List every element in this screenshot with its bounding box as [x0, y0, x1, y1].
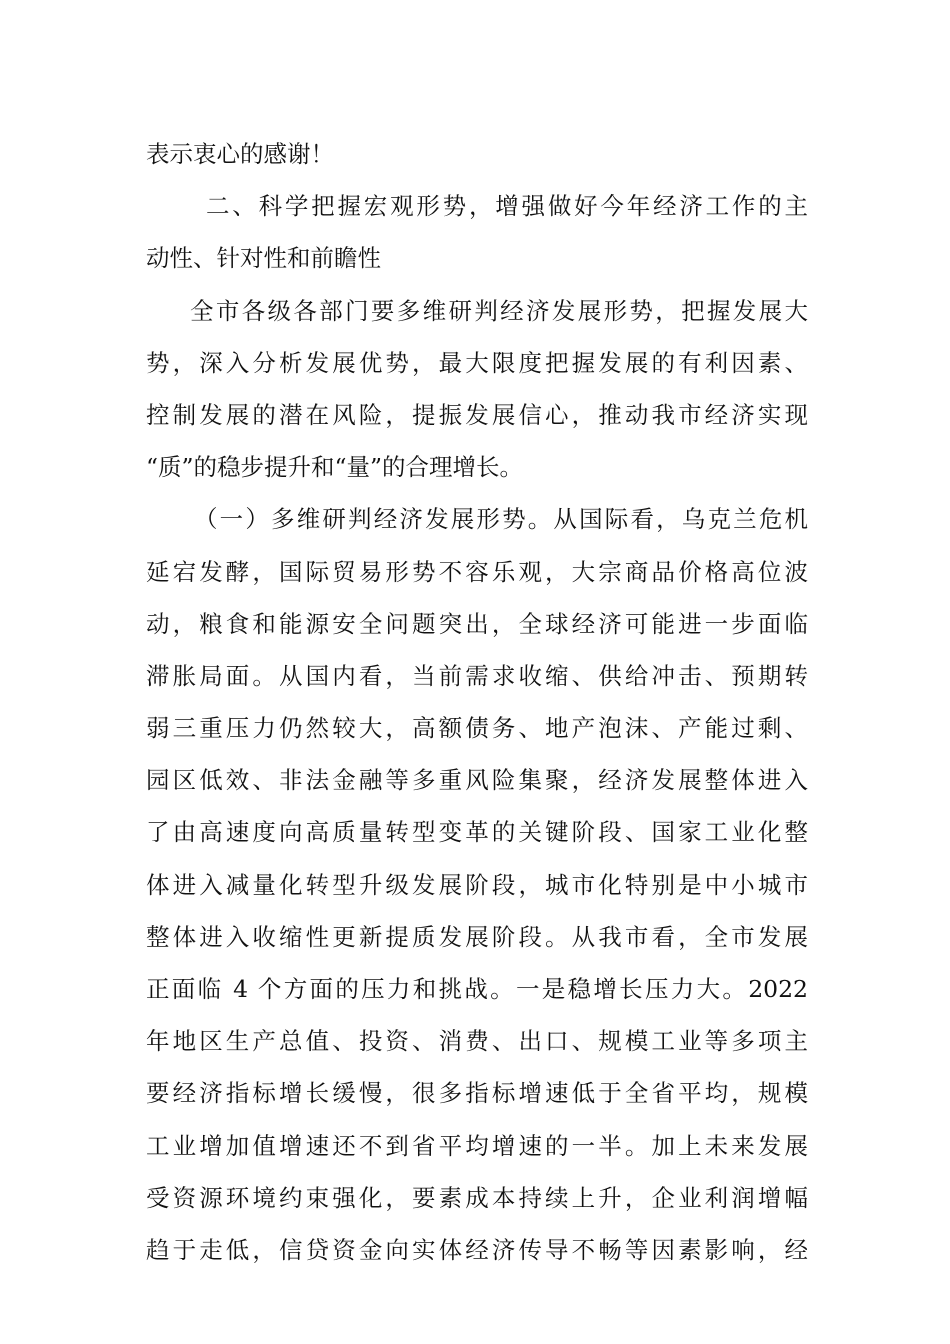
- section-heading-line: 动性、针对性和前瞻性: [146, 244, 381, 273]
- paragraph-line: 园区低效、非法金融等多重风险集聚，经济发展整体进入: [146, 766, 808, 795]
- paragraph-line: 正面临 4 个方面的压力和挑战。一是稳增长压力大。2022: [146, 975, 808, 1003]
- paragraph-line: 受资源环境约束强化，要素成本持续上升，企业利润增幅: [146, 1183, 808, 1212]
- paragraph-line: 了由高速度向高质量转型变革的关键阶段、国家工业化整: [146, 818, 808, 847]
- paragraph-line: “质”的稳步提升和“量”的合理增长。: [146, 453, 524, 482]
- section-heading-line: 二、科学把握宏观形势，增强做好今年经济工作的主: [206, 192, 808, 221]
- paragraph-line: 控制发展的潜在风险，提振发展信心，推动我市经济实现: [146, 400, 808, 429]
- paragraph-line: 要经济指标增长缓慢，很多指标增速低于全省平均，规模: [146, 1079, 808, 1108]
- paragraph-line: 延宕发酵，国际贸易形势不容乐观，大宗商品价格高位波: [146, 557, 808, 586]
- paragraph-line: 势，深入分析发展优势，最大限度把握发展的有利因素、: [146, 348, 808, 377]
- text-line: 表示衷心的感谢！: [146, 140, 334, 168]
- paragraph-line: 工业增加值增速还不到省平均增速的一半。加上未来发展: [146, 1131, 808, 1160]
- paragraph-line: 弱三重压力仍然较大，高额债务、地产泡沫、产能过剩、: [146, 714, 808, 743]
- paragraph-line: （一）多维研判经济发展形势。从国际看，乌克兰危机: [194, 505, 808, 534]
- paragraph-line: 动，粮食和能源安全问题突出，全球经济可能进一步面临: [146, 609, 808, 638]
- paragraph-line: 全市各级各部门要多维研判经济发展形势，把握发展大: [190, 296, 808, 325]
- paragraph-line: 体进入减量化转型升级发展阶段，城市化特别是中小城市: [146, 870, 808, 899]
- paragraph-line: 趋于走低，信贷资金向实体经济传导不畅等因素影响，经: [146, 1235, 808, 1264]
- paragraph-line: 整体进入收缩性更新提质发展阶段。从我市看，全市发展: [146, 922, 808, 951]
- paragraph-line: 滞胀局面。从国内看，当前需求收缩、供给冲击、预期转: [146, 661, 808, 690]
- paragraph-line: 年地区生产总值、投资、消费、出口、规模工业等多项主: [146, 1027, 808, 1056]
- document-body: [146, 128, 808, 1276]
